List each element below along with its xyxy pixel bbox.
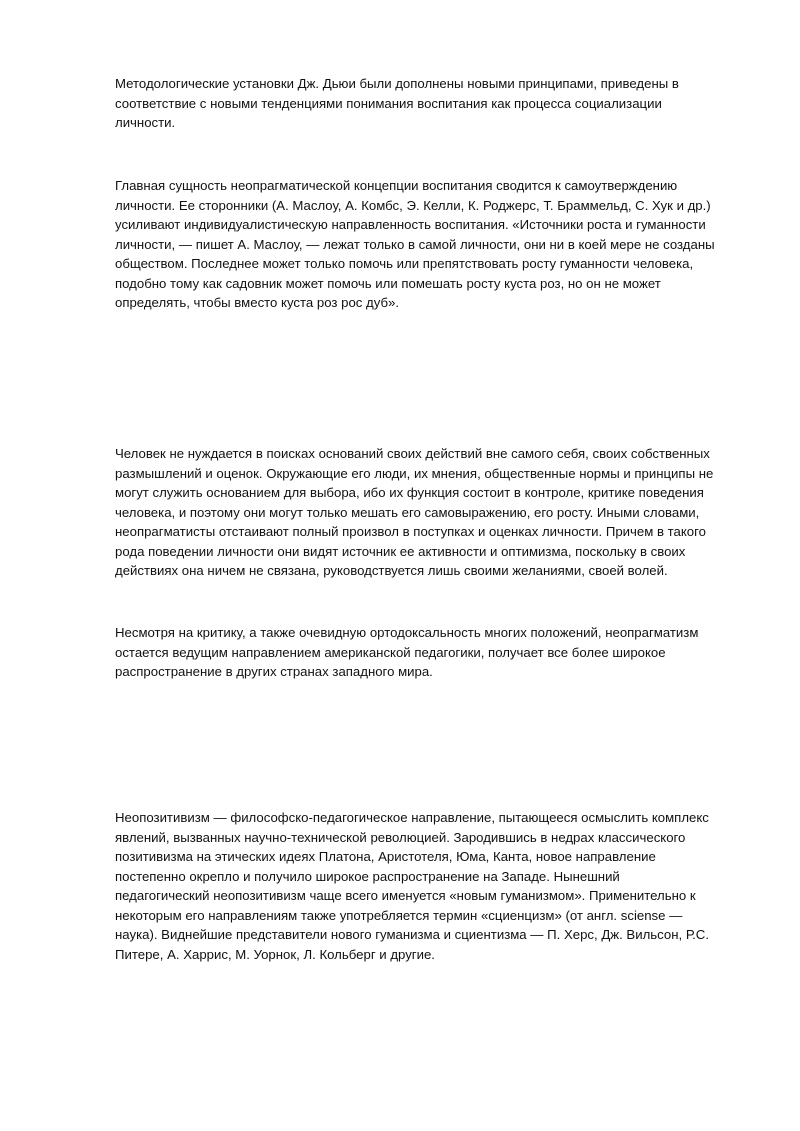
paragraph-self-reliance: Человек не нуждается в поисках оснований своих действий вне самого себя, своих собственных размышлений и оценок. Окружающие его люди, их мнения, общественные нормы и принципы не могут служить основанием для выбора, ибо их функция состоит в контроле, критике поведения человека, и поэтому они могут только мешать его самовыражению, его росту. Иными словами, неопрагматисты отстаивают полный произвол в поступках и оценках личности. Причем в такого рода поведении личности они видят источник ее активности и оптимизма, поскольку в своих действиях она ничем не связана, руководствуется лишь своими желаниями, своей волей. bbox=[115, 446, 714, 578]
paragraph-neopragmatism-essence: Главная сущность неопрагматической концепции воспитания сводится к самоутверждению личности. Ее сторонники (А. Маслоу, А. Комбс, Э. Келли, К. Роджерс, Т. Браммельд, С. Хук и др.) усиливают индивидуалистическую направленность воспитания. «Источники роста и гуманности личности, — пишет А. Маслоу, — лежат только в самой личности, они ни в коей мере не созданы обществом. Последнее может только помочь или препятствовать росту гуманности человека, подобно тому как садовник может помочь или помешать росту куста роз, но он не может определять, чтобы вместо куста роз рос дуб». bbox=[115, 178, 715, 310]
paragraph-neopositivism: Неопозитивизм — философско-педагогическое направление, пытающееся осмыслить комплекс явлений, вызванных научно-технической революцией. Зародившись в недрах классического позитивизма на этических идеях Платона, Аристотеля, Юма, Канта, новое направление постепенно окрепло и получило широкое распространение на Западе. Нынешний педагогический неопозитивизм чаще всего именуется «новым гуманизмом». Применительно к некоторым его направлениям также употребляется термин «сциенцизм» (от англ. sciense — наука). Виднейшие представители нового гуманизма и сциентизма — П. Херс, Дж. Вильсон, Р.С. Питере, А. Харрис, М. Уорнок, Л. Кольберг и другие. bbox=[115, 810, 709, 962]
paragraph-neopragmatism-spread: Несмотря на критику, а также очевидную ортодоксальность многих положений, неопрагматизм остается ведущим направлением американской педагогики, получает все более широкое распространение в других странах западного мира. bbox=[115, 625, 699, 679]
paragraph-methodology: Методологические установки Дж. Дьюи были дополнены новыми принципами, приведены в соответствие с новыми тенденциями понимания воспитания как процесса социализации личности. bbox=[115, 76, 679, 130]
